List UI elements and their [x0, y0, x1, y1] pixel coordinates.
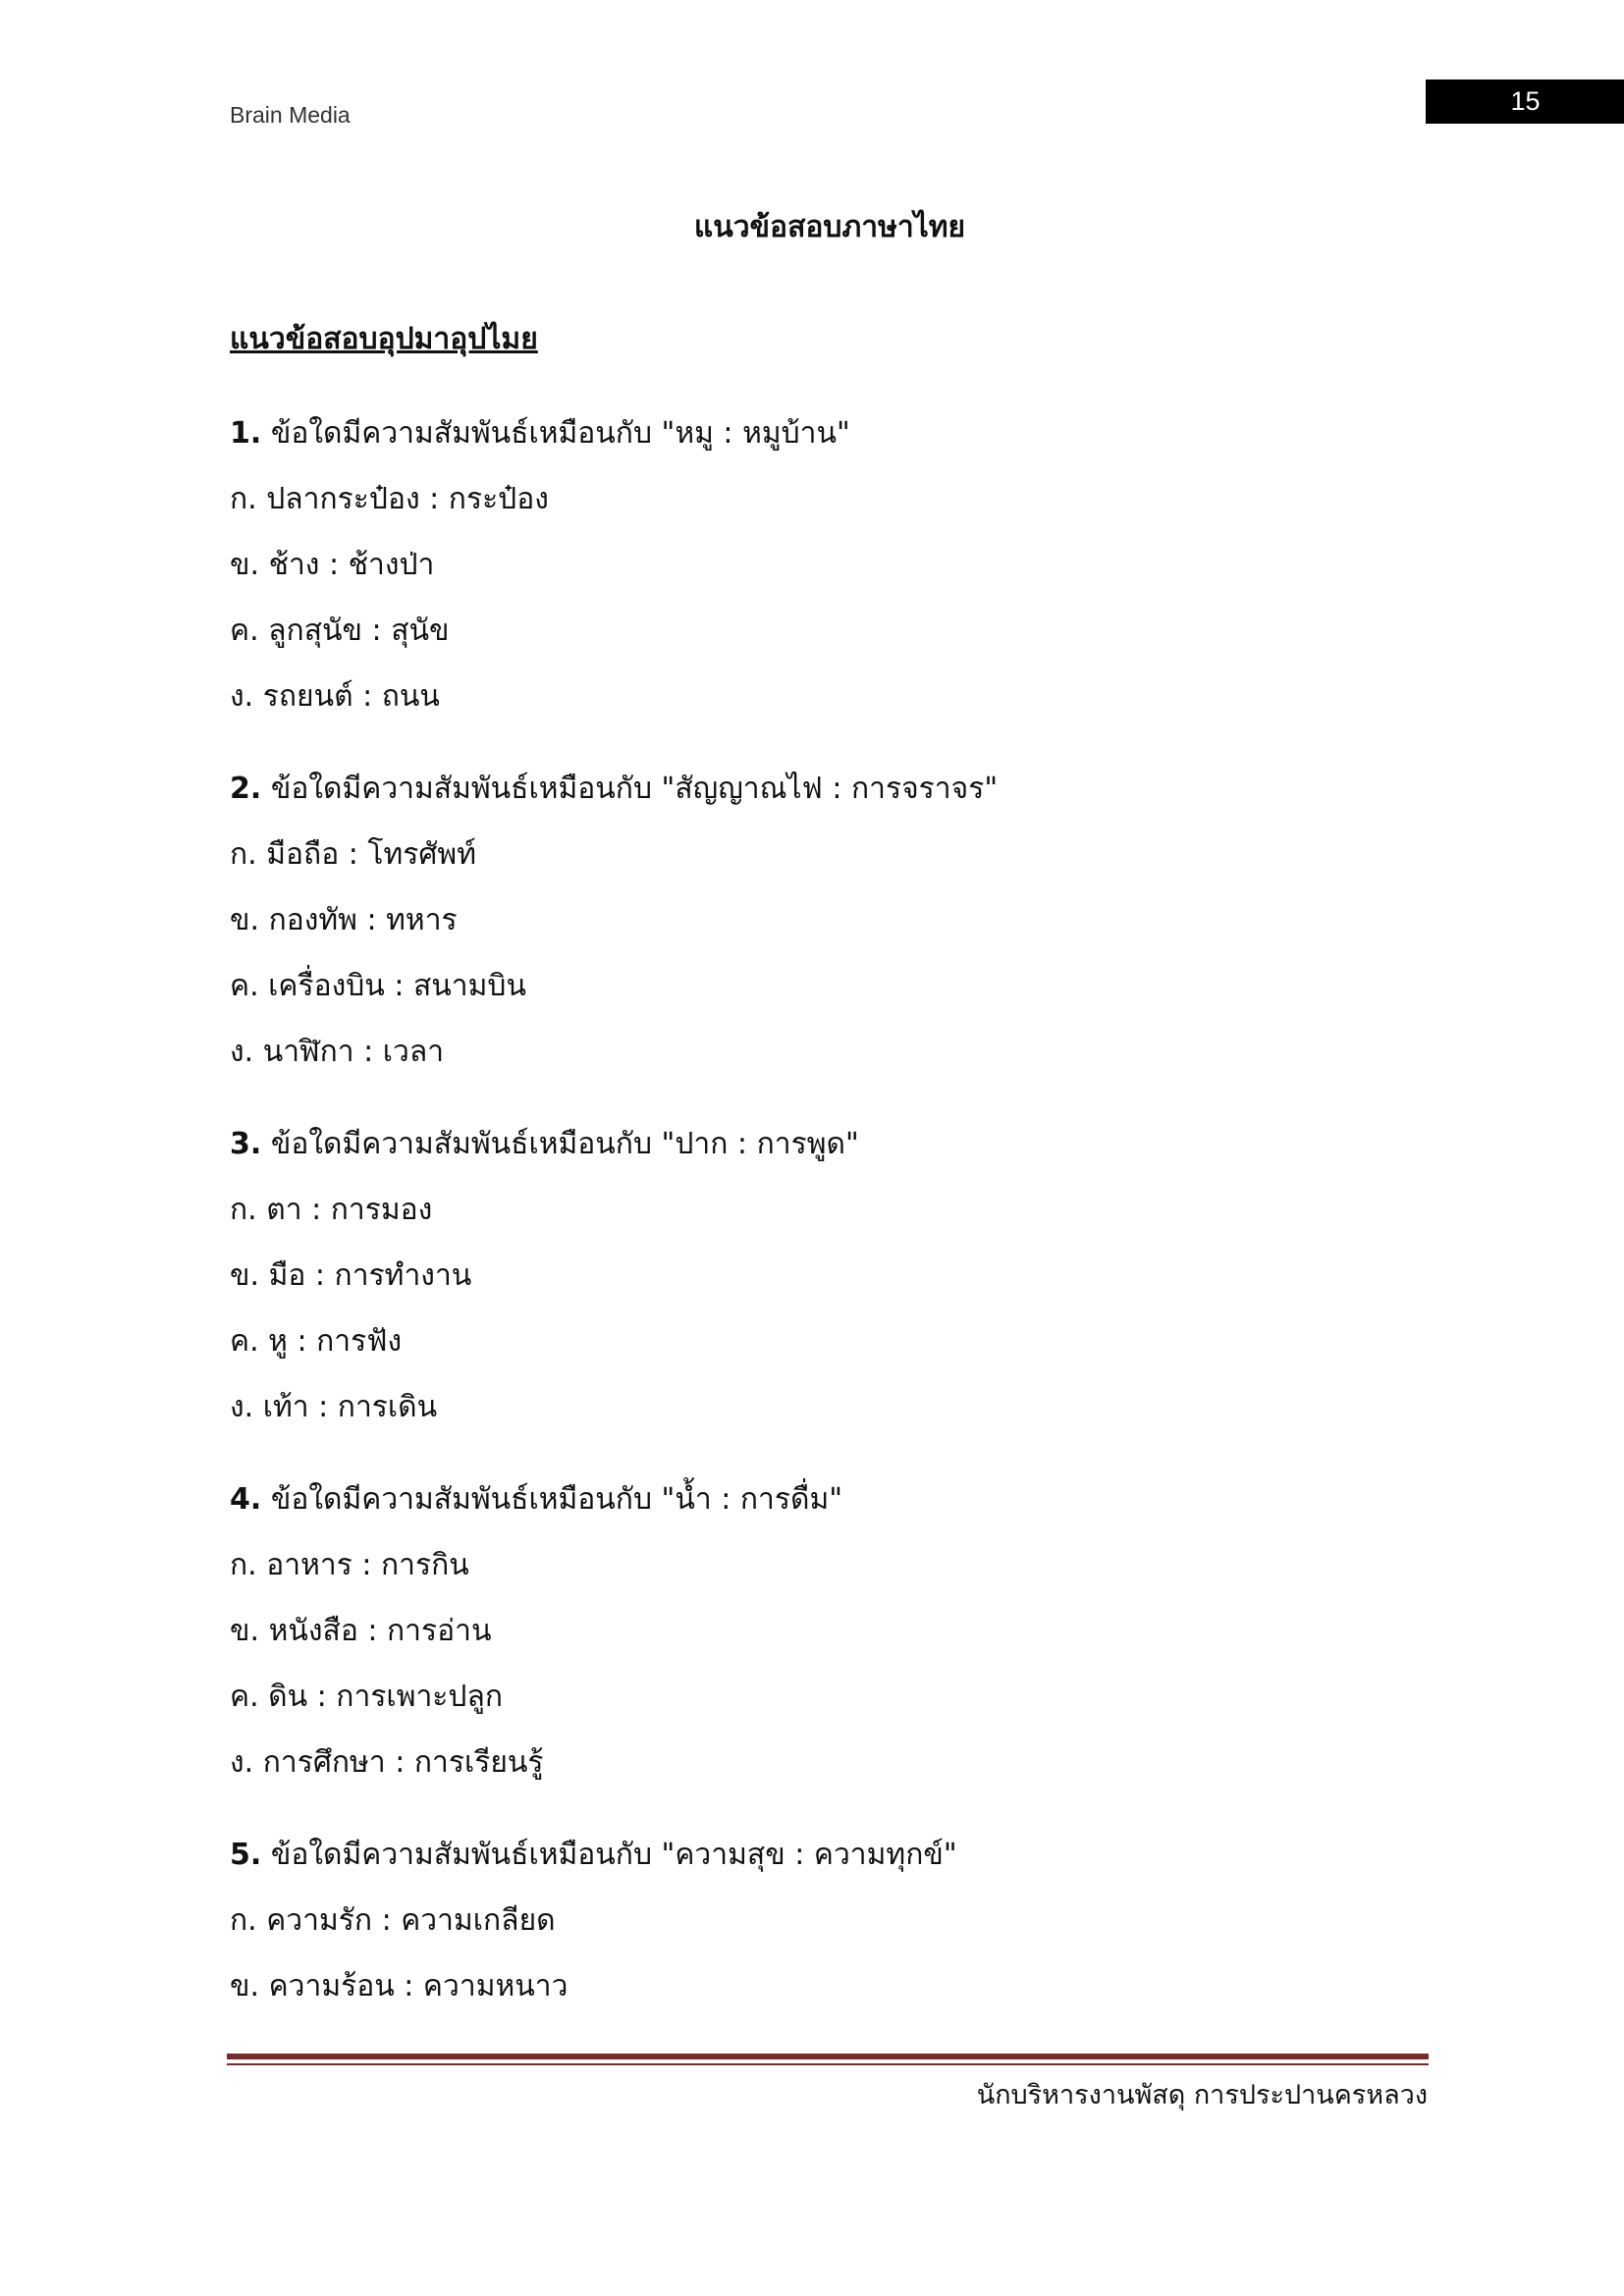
- option-3a: ก. ตา : การมอง: [230, 1193, 433, 1227]
- option-1a: ก. ปลากระป๋อง : กระป๋อง: [230, 482, 549, 516]
- option-2c: ค. เครื่องบิน : สนามบิน: [230, 969, 526, 1003]
- question-text: ข้อใดมีความสัมพันธ์เหมือนกับ "ความสุข : ความทุกข์": [270, 1838, 957, 1872]
- option-2b: ข. กองทัพ : ทหาร: [230, 903, 458, 937]
- section-heading: แนวข้อสอบอุปมาอุปไมย: [230, 322, 538, 356]
- option-1c: ค. ลูกสุนัข : สุนัข: [230, 614, 450, 648]
- question-number: 3.: [230, 1127, 262, 1161]
- option-1d: ง. รถยนต์ : ถนน: [230, 679, 440, 714]
- question-3: [230, 1121, 859, 1167]
- question-number: 5.: [230, 1838, 262, 1872]
- option-3b: ข. มือ : การทำงาน: [230, 1258, 472, 1293]
- question-1: [230, 410, 850, 456]
- question-number: 4.: [230, 1482, 262, 1517]
- question-number: 2.: [230, 772, 262, 806]
- option-4a: ก. อาหาร : การกิน: [230, 1548, 469, 1582]
- option-5a: ก. ความรัก : ความเกลียด: [230, 1903, 556, 1938]
- option-2a: ก. มือถือ : โทรศัพท์: [230, 837, 476, 872]
- question-text: ข้อใดมีความสัมพันธ์เหมือนกับ "สัญญาณไฟ : การจราจร": [270, 772, 999, 806]
- option-3d: ง. เท้า : การเดิน: [230, 1390, 438, 1424]
- option-5b: ข. ความร้อน : ความหนาว: [230, 1969, 568, 2003]
- brand-label: Brain Media: [230, 102, 351, 128]
- question-text: ข้อใดมีความสัมพันธ์เหมือนกับ "หมู : หมูบ้าน": [270, 416, 850, 451]
- option-4b: ข. หนังสือ : การอ่าน: [230, 1614, 492, 1648]
- footer-text: นักบริหารงานพัสดุ การประปานครหลวง: [976, 2080, 1428, 2110]
- page-title: แนวข้อสอบภาษาไทย: [693, 210, 966, 244]
- option-1b: ข. ช้าง : ช้างป่า: [230, 548, 435, 582]
- footer-divider: [227, 2054, 1429, 2059]
- option-4c: ค. ดิน : การเพาะปลูก: [230, 1680, 504, 1714]
- page-number-badge: [1426, 80, 1624, 124]
- footer-divider-thin: [227, 2063, 1429, 2065]
- question-number: 1.: [230, 416, 262, 451]
- page-number: 15: [1510, 86, 1541, 116]
- option-2d: ง. นาฬิกา : เวลา: [230, 1035, 445, 1069]
- question-4: [230, 1476, 842, 1522]
- question-text: ข้อใดมีความสัมพันธ์เหมือนกับ "ปาก : การพูด": [270, 1127, 859, 1161]
- option-4d: ง. การศึกษา : การเรียนรู้: [230, 1745, 544, 1780]
- option-3c: ค. หู : การฟัง: [230, 1324, 403, 1359]
- question-text: ข้อใดมีความสัมพันธ์เหมือนกับ "น้ำ : การดื่ม": [270, 1482, 843, 1517]
- question-5: [230, 1832, 957, 1878]
- question-2: [230, 766, 998, 812]
